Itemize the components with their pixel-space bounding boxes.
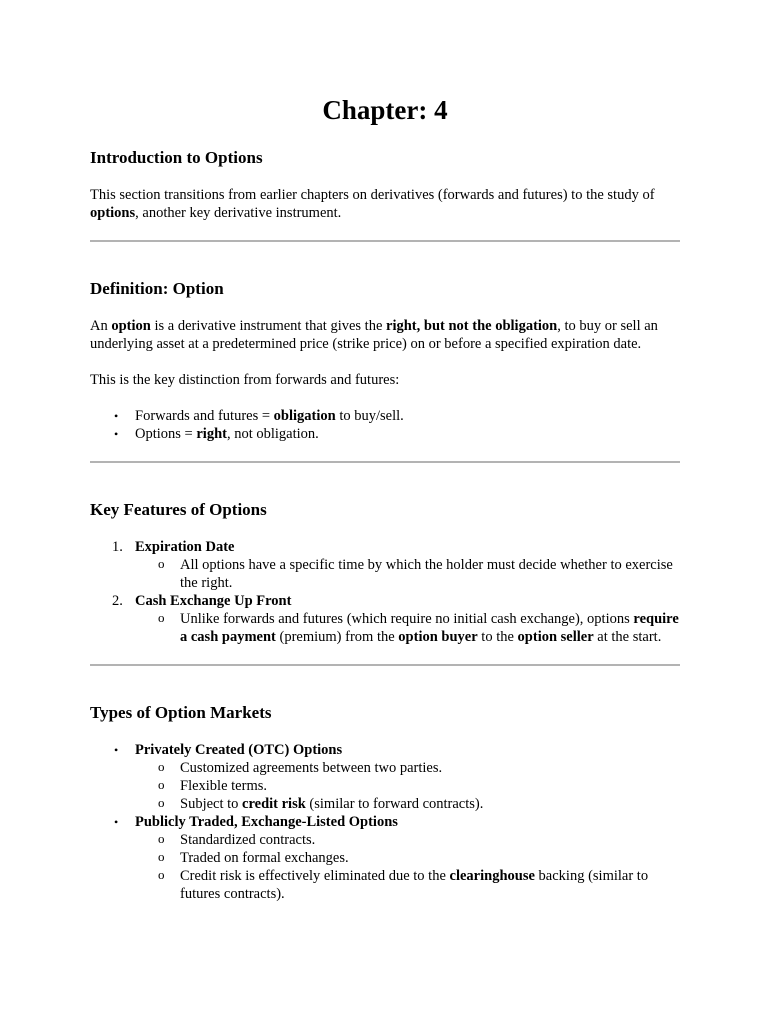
list-item [90,741,680,813]
feature-title: Cash Exchange Up Front [135,593,292,609]
feature-title: Expiration Date [135,539,235,555]
definition-bold-right: right, but not the obligation [386,318,558,334]
bullet-marker: • [114,409,119,423]
bullet-marker: • [114,815,119,829]
sub-item-text-c: backing (similar to futures contracts). [180,868,649,902]
list-item [90,592,680,646]
sub-item-text: Standardized contracts. [180,832,316,848]
intro-bold-options: options [90,205,136,221]
market-sub-list [135,759,680,813]
sub-item-bold: clearinghouse [449,868,535,884]
sub-list-item [135,777,680,795]
intro-paragraph [90,186,680,222]
number-marker: 1. [112,539,123,555]
definition-section [90,278,680,443]
intro-section [90,147,680,222]
intro-text-1: This section transitions from earlier chapters on derivatives (forwards and futures) to the study of [90,187,655,203]
list-item [90,407,680,425]
sub-list-item [135,556,680,592]
list-item [90,538,680,592]
circle-marker: o [158,556,165,571]
definition-text-a: An [90,318,112,334]
bullet-marker: • [114,743,119,757]
feature-sub-list [135,556,680,592]
number-marker: 2. [112,593,123,609]
list-item [90,813,680,903]
sub-item-text: Flexible terms. [180,778,267,794]
definition-text-e: , to buy or sell an underlying asset at a predetermined price (strike price) on or before a specified expiration date. [90,318,658,352]
features-list [90,538,680,646]
sub-item-text: Customized agreements between two parties. [180,760,443,776]
sub-item-text: All options have a specific time by which the holder must decide whether to exercise the right. [180,557,673,591]
document-content [90,93,680,903]
sub-list-item [135,795,680,813]
sub-item-text-a: Unlike forwards and futures (which require no initial cash exchange), options [180,611,634,627]
sub-item-text-c: (premium) from the [275,629,399,645]
circle-marker: o [158,777,165,792]
list-item [90,425,680,443]
circle-marker: o [158,867,165,882]
sub-item-text-c: (similar to forward contracts). [305,796,484,812]
sub-item-text-e: to the [477,629,518,645]
sub-item-text-g: at the start. [593,629,662,645]
definition-heading: Definition: Option [90,279,224,298]
definition-bold-option: option [111,318,151,334]
circle-marker: o [158,849,165,864]
sub-item-text-a: Credit risk is effectively eliminated due to the [180,868,450,884]
markets-heading: Types of Option Markets [90,703,272,722]
circle-marker: o [158,831,165,846]
sub-item-text: Traded on formal exchanges. [180,850,349,866]
intro-heading: Introduction to Options [90,148,263,167]
list-item-text-a: Forwards and futures = [135,408,274,424]
bullet-marker: • [114,427,119,441]
sub-list-item [135,759,680,777]
market-title: Publicly Traded, Exchange-Listed Options [135,814,398,830]
feature-sub-list [135,610,680,646]
distinction-list [90,407,680,443]
definition-text-c: is a derivative instrument that gives the [150,318,387,334]
distinction-paragraph: This is the key distinction from forwards and futures: [90,372,400,388]
sub-list-item [135,610,680,646]
sub-item-bold-buyer: option buyer [398,629,478,645]
sub-item-bold-seller: option seller [517,629,594,645]
list-item-text-c: to buy/sell. [335,408,404,424]
list-item-text-a: Options = [135,426,197,442]
features-heading: Key Features of Options [90,500,267,519]
definition-paragraph [90,317,680,353]
sub-list-item [135,831,680,849]
market-sub-list [135,831,680,903]
circle-marker: o [158,795,165,810]
chapter-title: Chapter: 4 [322,95,448,125]
list-item-bold: right [196,426,227,442]
list-item-bold: obligation [273,408,336,424]
markets-section [90,702,680,903]
sub-item-bold-cash: require a cash payment [180,611,679,645]
sub-item-bold: credit risk [242,796,306,812]
market-title: Privately Created (OTC) Options [135,742,343,758]
sub-item-text-a: Subject to [180,796,243,812]
circle-marker: o [158,759,165,774]
markets-list [90,741,680,903]
intro-text-2: , another key derivative instrument. [135,205,342,221]
features-section [90,499,680,646]
sub-list-item [135,867,680,903]
list-item-text-c: , not obligation. [226,426,319,442]
sub-list-item [135,849,680,867]
circle-marker: o [158,610,165,625]
